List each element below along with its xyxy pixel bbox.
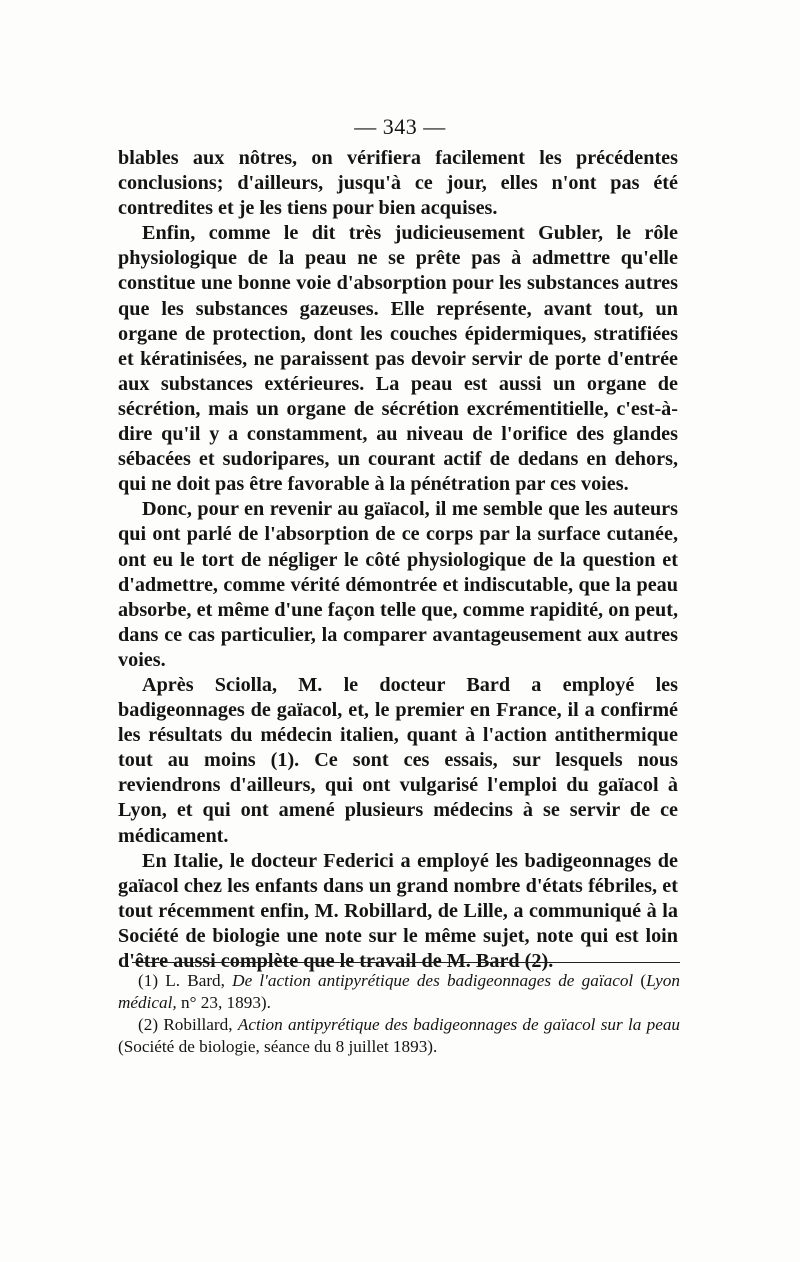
footnote-source-open: ( — [640, 971, 647, 990]
paragraph-sciolla: Après Sciolla, M. le docteur Bard a employé les badigeonnages de gaïacol, et, le premier en France, il a confirmé les résultats du médecin italien, quant à l'action antithermique tout au moins (1). Ce sont ces essais, sur lesquels nous reviendrons d'ailleurs, qui ont vulgarisé l'emploi du gaïacol à Lyon, et qui ont amené plusieurs médecins à se servir de ce médicament. — [118, 673, 678, 847]
footnote-author: Robillard, — [163, 1015, 233, 1034]
footnote-author: L. Bard, — [165, 971, 225, 990]
footnote-rest: (Société de biologie, séance du 8 juillet 1893). — [118, 1037, 438, 1056]
paragraph-donc: Donc, pour en revenir au gaïacol, il me semble que les auteurs qui ont parlé de l'absorption de ce corps par la surface cutanée, ont eu le tort de négliger le côté physiologique de la question et d'admettre, comme vérité démontrée et indiscutable, que la peau absorbe, et même d'une façon telle que, comme rapidité, on peut, dans ce cas particulier, la comparer avantageusement aux autres voies. — [118, 498, 678, 671]
footnote-source-italic: Lyon médical, — [118, 971, 680, 1012]
paragraph-continuation: blables aux nôtres, on vérifiera facilement les précédentes conclusions; d'ailleurs, jusqu'à ce jour, elles n'ont pas été contredites et je les tiens pour bien acquises. — [118, 147, 678, 220]
footnote-marker: (1) — [138, 971, 159, 990]
footnote-rest: n° 23, 1893). — [181, 993, 271, 1012]
footnote-marker: (2) — [138, 1015, 159, 1034]
footnotes — [118, 970, 680, 1058]
footnote-2 — [118, 1014, 680, 1058]
footnote-title: Action antipyrétique des badigeonnages de gaïacol sur la peau — [237, 1015, 681, 1034]
page-number-header: — 343 — — [354, 114, 446, 139]
footnote-divider — [132, 962, 680, 963]
footnote-title: De l'action antipyrétique des badigeonnages de gaïacol — [232, 971, 634, 990]
footnote-1 — [118, 970, 680, 1014]
main-text — [118, 146, 678, 974]
paragraph-gubler: Enfin, comme le dit très judicieusement Gubler, le rôle physiologique de la peau ne se prête pas à admettre qu'elle constitue une bonne voie d'absorption pour les substances autres que les substances gazeuses. Elle représente, avant tout, un organe de protection, dont les couches épidermiques, stratifiées et kératinisées, ne paraissent pas devoir servir de porte d'entrée aux substances extérieures. La peau est aussi un organe de sécrétion, mais un organe de sécrétion excrémentitielle, c'est-à-dire qu'il y a constamment, au niveau de l'orifice des glandes sébacées et sudoripares, un courant actif de dedans en dehors, qui ne doit pas être favorable à la pénétration par ces voies. — [118, 222, 678, 496]
paragraph-italie: En Italie, le docteur Federici a employé les badigeonnages de gaïacol chez les enfants dans un grand nombre d'états fébriles, et tout récemment enfin, M. Robillard, de Lille, a communiqué à la Société de biologie une note sur le même sujet, note qui est loin d'être aussi complète que le travail de M. Bard (2). — [118, 849, 678, 972]
